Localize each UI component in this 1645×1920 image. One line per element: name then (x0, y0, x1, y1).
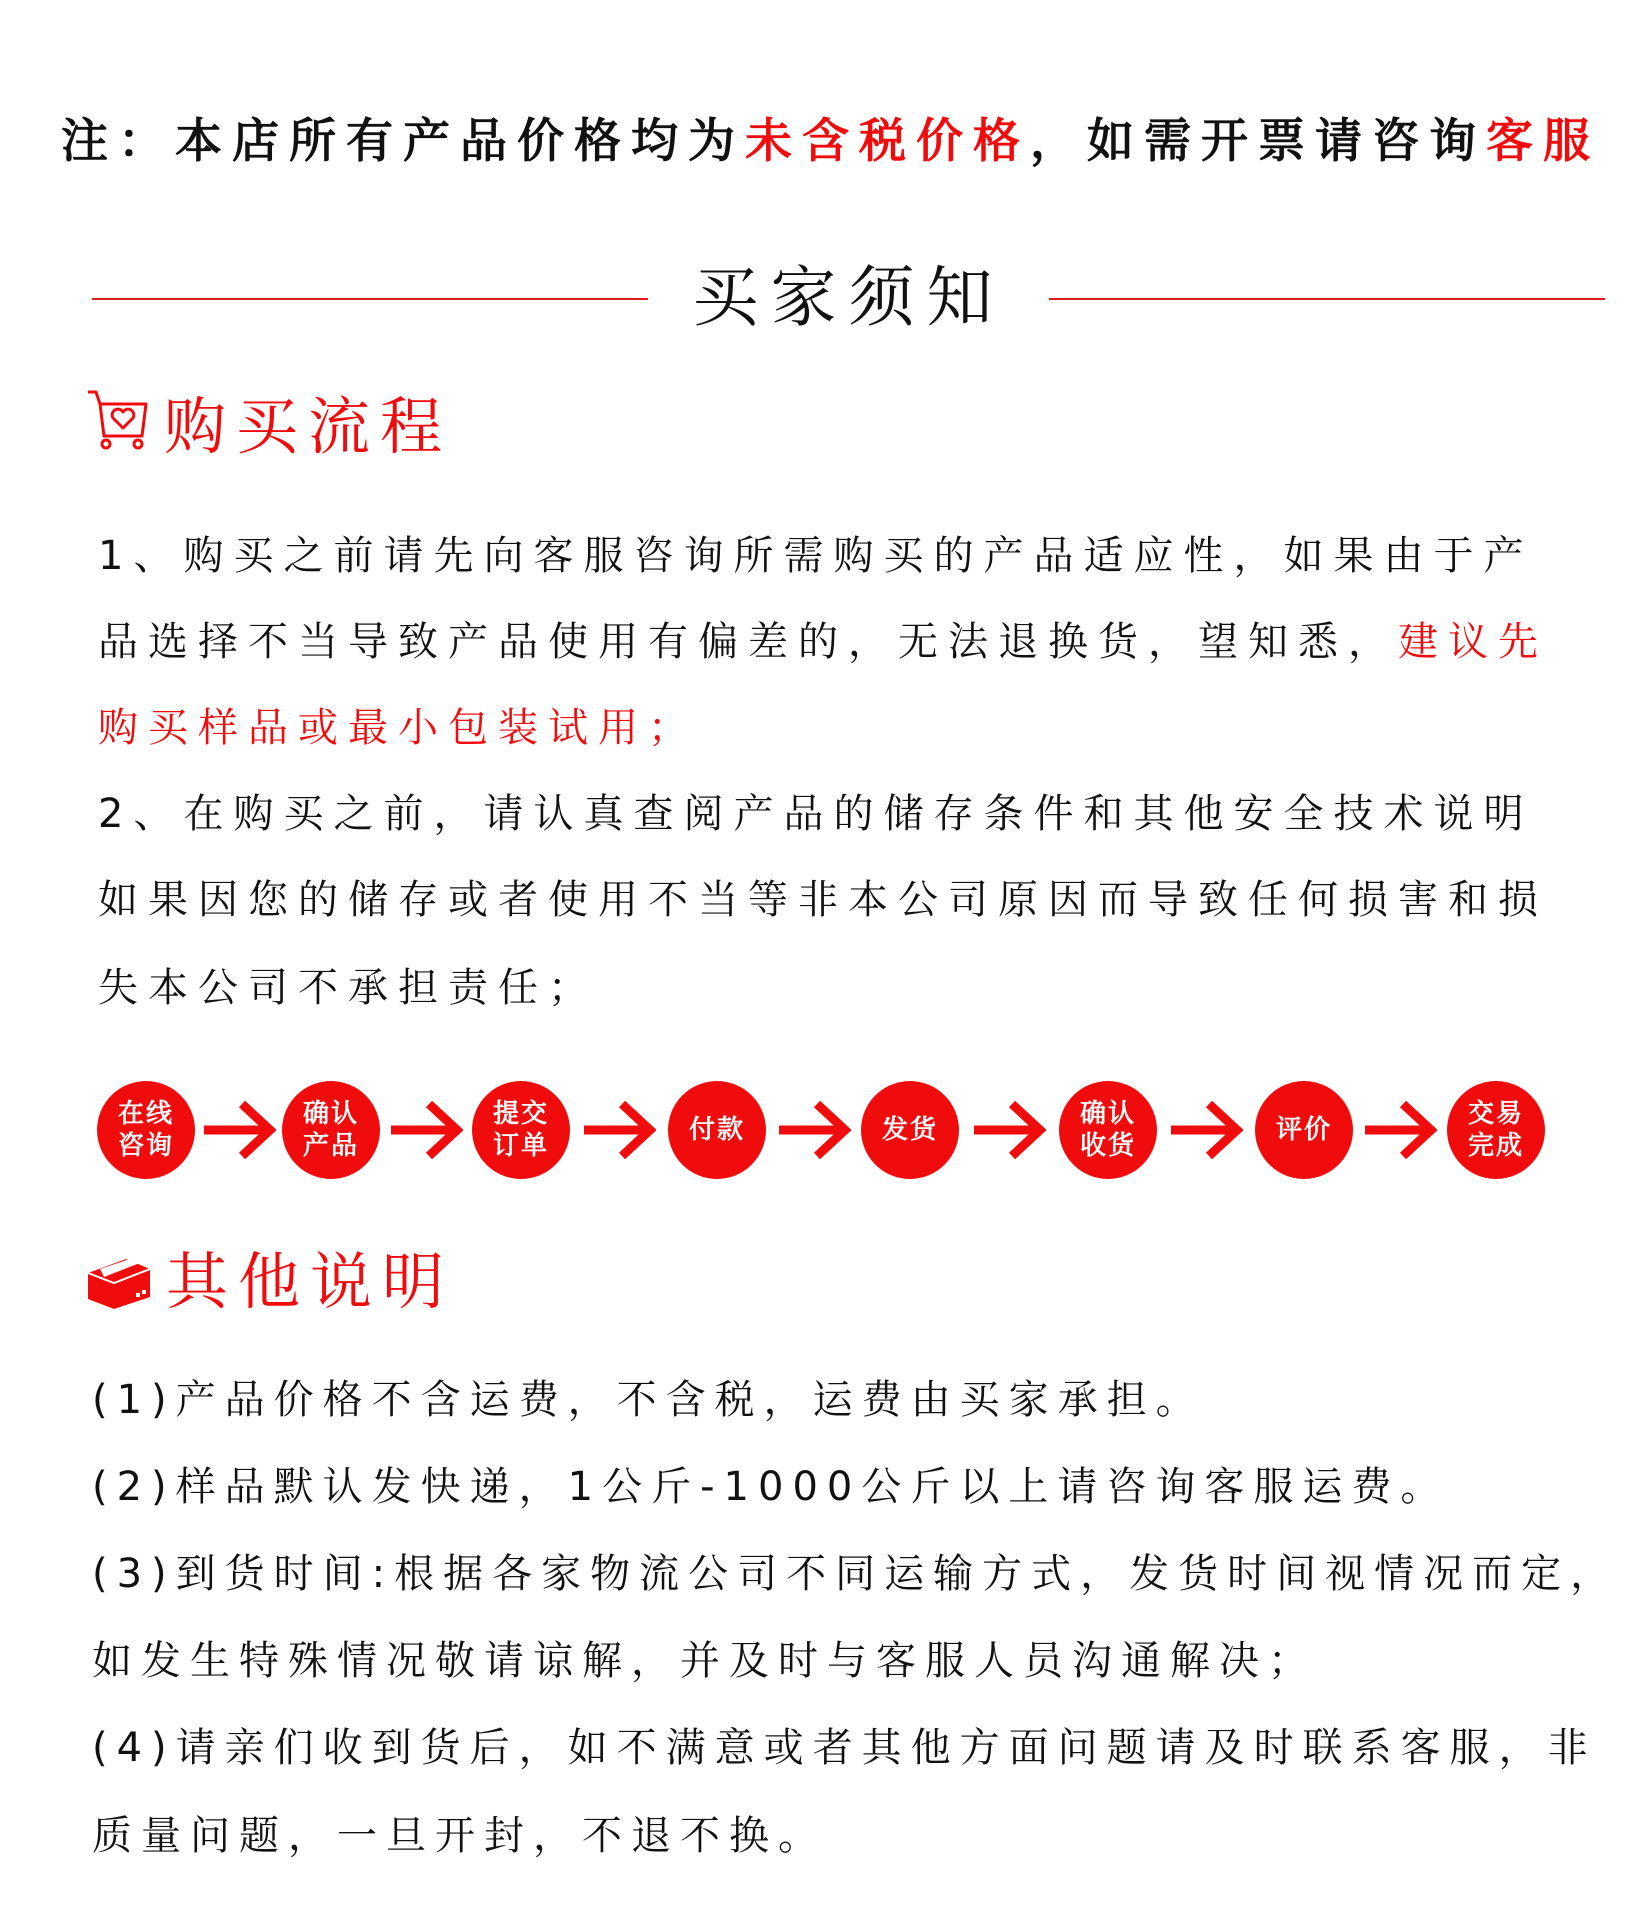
purchase-note-line (98, 963, 598, 1013)
text: 品选择不当导致产品使用有偏差的，无法退换货，望知悉， (98, 619, 1398, 665)
other-note-line: (3)到货时间:根据各家物流公司不同运输方式，发货时间视情况而定， (92, 1551, 1620, 1597)
text: 2、在购买之前，请认真查阅产品的储存条件和其他安全技术说明 (98, 791, 1534, 837)
arrow-right-icon (1363, 1100, 1437, 1160)
section-title-other-notes: 其他说明 (166, 1245, 455, 1318)
flow-step: 评价 (1255, 1081, 1353, 1179)
arrow-right-icon (777, 1100, 851, 1160)
purchase-note-line (98, 617, 1548, 667)
other-note-line: (4)请亲们收到货后，如不满意或者其他方面问题请及时联系客服，非 (92, 1725, 1597, 1771)
flow-step: 确认 收货 (1059, 1081, 1157, 1179)
arrow-right-icon (582, 1100, 656, 1160)
flow-step: 发货 (861, 1081, 959, 1179)
note-highlight-untaxed: 未含税价格 (745, 114, 1030, 169)
package-box-icon (86, 1255, 152, 1311)
flow-step: 付款 (668, 1081, 766, 1179)
purchase-note-line (98, 531, 1533, 581)
note-highlight-service: 客服 (1486, 114, 1600, 169)
arrow-right-icon (202, 1100, 276, 1160)
other-note-line: (2)样品默认发快递，1公斤-1000公斤以上请咨询客服运费。 (92, 1464, 1450, 1510)
purchase-note-line (98, 875, 1548, 925)
highlight-text: 建议先 (1398, 619, 1548, 665)
flow-step: 在线 咨询 (97, 1081, 195, 1179)
highlight-text: 购买样品或最小包装试用； (98, 705, 698, 751)
shopping-cart-heart-icon (86, 388, 148, 450)
flow-step: 交易 完成 (1447, 1081, 1545, 1179)
other-note-line: (1)产品价格不含运费，不含税，运费由买家承担。 (92, 1377, 1205, 1423)
text: 失本公司不承担责任； (98, 965, 598, 1011)
note-text: ，如需开票请咨询 (1030, 114, 1486, 169)
other-note-line: 如发生特殊情况敬请谅解，并及时与客服人员沟通解决； (92, 1638, 1317, 1684)
note-text: 注：本店所有产品价格均为 (61, 114, 745, 169)
purchase-note-line (98, 789, 1533, 839)
purchase-note-line (98, 703, 698, 753)
other-note-line: 质量问题，一旦开封，不退不换。 (92, 1813, 827, 1859)
tax-note (61, 112, 1600, 172)
page-title: 买家须知 (692, 259, 1005, 336)
section-title-purchase-process: 购买流程 (164, 390, 453, 463)
divider-right (1049, 298, 1605, 300)
text: 1、购买之前请先向客服咨询所需购买的产品适应性，如果由于产 (98, 533, 1534, 579)
arrow-right-icon (1169, 1100, 1243, 1160)
flow-step: 确认 产品 (282, 1081, 380, 1179)
arrow-right-icon (389, 1100, 463, 1160)
arrow-right-icon (972, 1100, 1046, 1160)
text: 如果因您的储存或者使用不当等非本公司原因而导致任何损害和损 (98, 877, 1548, 923)
flow-step: 提交 订单 (472, 1081, 570, 1179)
